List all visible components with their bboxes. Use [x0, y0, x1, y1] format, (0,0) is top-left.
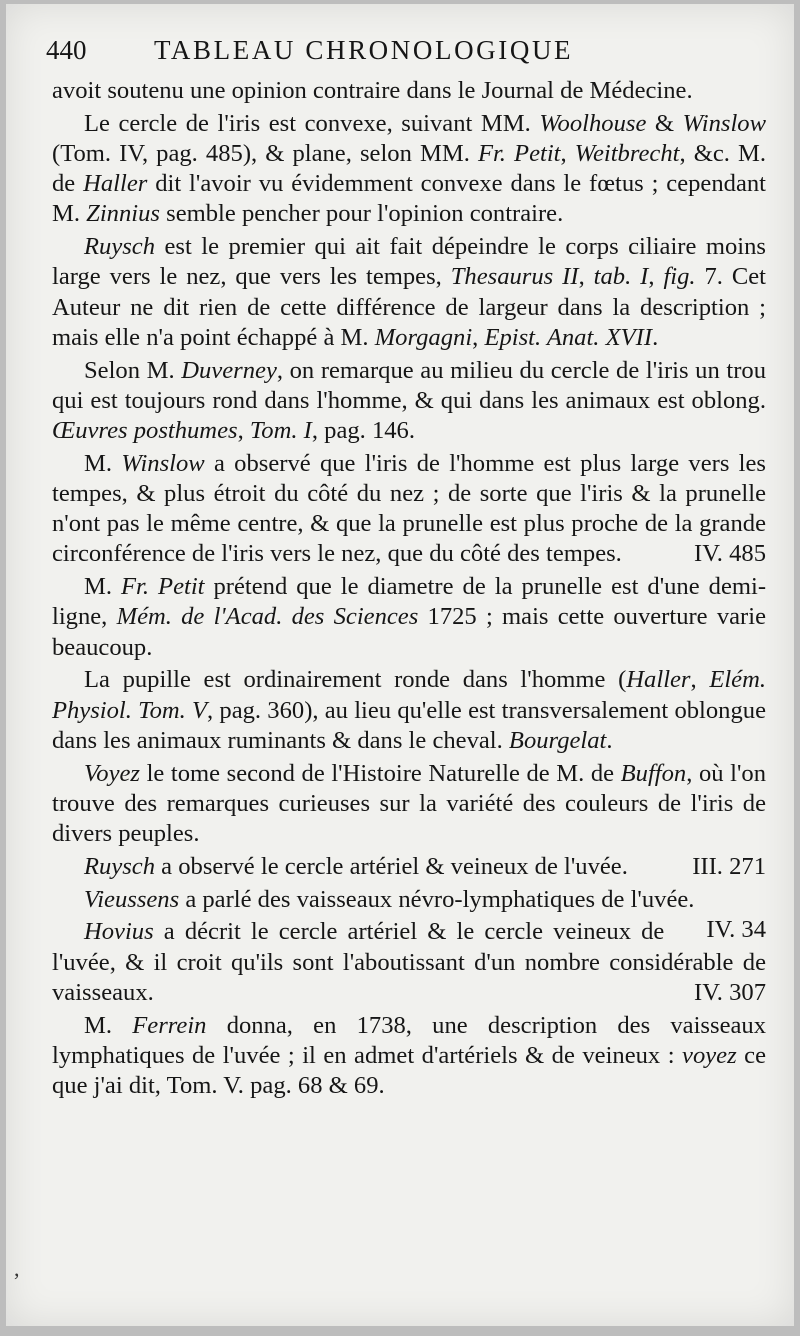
volume-page-reference: III. 271: [692, 852, 766, 880]
paragraph: [52, 76, 766, 106]
paragraph: [52, 665, 766, 756]
text-run: semble pencher pour l'opinion contraire.: [159, 200, 564, 228]
text-run: (Tom. IV, pag. 485), & plane, selon MM.: [52, 140, 478, 167]
text-run: ,: [648, 263, 664, 291]
text-run: a décrit le cercle artériel & le cercle veineux de l'uvée, & il croit qu'ils sont l'aboutissant d'un nombre considérable de vaisseaux.: [52, 918, 766, 1006]
italic-text: Buffon: [620, 759, 687, 787]
italic-text: XVII: [605, 323, 653, 351]
text-run: La pupille est ordinairement ronde dans l'homme (: [84, 666, 627, 694]
italic-text: Œuvres posthumes: [52, 417, 238, 445]
italic-text: Fr. Petit: [477, 140, 561, 167]
text-run: , pag. 360), au lieu qu'elle est transversalement oblongue dans les animaux ruminants & dans le cheval.: [52, 696, 766, 754]
text-body: [52, 76, 766, 1101]
volume-page-reference: IV. 34: [706, 915, 766, 943]
text-run: M.: [84, 449, 122, 477]
text-run: prétend que le diametre de la prunelle est d'une demi-ligne,: [52, 573, 767, 631]
running-title: TABLEAU CHRONOLOGIQUE: [154, 35, 574, 65]
margin-mark: ,: [14, 1256, 20, 1281]
italic-text: Morgagni: [374, 323, 473, 351]
italic-text: Vieussens: [84, 885, 180, 913]
text-run: M.: [84, 573, 122, 601]
text-run: , pag. 146.: [311, 417, 416, 445]
italic-text: tab.: [593, 263, 632, 291]
paragraph: [52, 449, 766, 570]
italic-text: Zinnius: [86, 200, 160, 228]
text-run: le tome second de l'Histoire Naturelle de M. de: [140, 759, 621, 787]
text-run: ,: [560, 140, 575, 167]
paragraph: [52, 917, 766, 1008]
text-run: , où l'on trouve des remarques curieuses sur la variété des couleurs de l'iris de divers peuples.: [52, 759, 766, 848]
italic-text: II: [562, 263, 579, 291]
italic-text: Elém. Physiol. Tom.: [52, 666, 766, 724]
italic-text: Ruysch: [84, 233, 156, 261]
text-run: &: [646, 109, 683, 137]
italic-text: Ferrein: [132, 1011, 207, 1039]
text-run: ,: [237, 417, 250, 445]
text-run: Selon M.: [84, 356, 182, 384]
paragraph: [52, 852, 766, 882]
text-run: est le premier qui ait fait dépeindre le corps ciliaire moins large vers le nez, que vers les tempes,: [52, 233, 766, 291]
italic-text: Winslow: [682, 109, 766, 137]
text-run: 7. Cet Auteur ne dit rien de cette différence de largeur dans la description ; mais elle n'a point échappé à M.: [52, 263, 767, 351]
italic-text: Bourgelat: [508, 726, 607, 754]
italic-text: Thesaurus: [450, 263, 554, 291]
text-run: dit l'avoir vu évidemment convexe dans le fœtus ; cependant M.: [52, 170, 766, 228]
italic-text: Winslow: [121, 449, 205, 477]
italic-text: Tom.: [249, 417, 298, 445]
italic-text: Duverney: [181, 356, 277, 384]
italic-text: Ruysch: [84, 852, 156, 880]
italic-text: Weitbrecht: [574, 140, 680, 167]
text-run: a parlé des vaisseaux névro-lymphatiques de l'uvée.: [179, 885, 695, 913]
page-header: [46, 30, 766, 70]
italic-text: Hovius: [84, 918, 154, 946]
text-run: avoit soutenu une opinion contraire dans le Journal de Médecine.: [52, 77, 693, 104]
text-run: , &c. M. de: [52, 140, 767, 198]
italic-text: voyez: [682, 1041, 737, 1069]
italic-text: V: [192, 696, 208, 724]
italic-text: Haller: [626, 666, 691, 694]
book-page: [6, 4, 794, 1326]
italic-text: Woolhouse: [539, 109, 647, 137]
italic-text: fig.: [663, 263, 696, 291]
paragraph: [52, 1011, 766, 1102]
text-run: Le cercle de l'iris est convexe, suivant MM.: [84, 109, 540, 137]
text-run: .: [652, 323, 659, 351]
text-run: 1725 ; mais cette ouverture varie beaucoup.: [52, 603, 766, 661]
italic-text: I: [640, 263, 649, 291]
text-run: [553, 263, 562, 290]
text-run: M.: [84, 1011, 133, 1039]
italic-text: Voyez: [84, 759, 140, 787]
text-run: a observé que l'iris de l'homme est plus large vers les tempes, & plus étroit du côté du nez ; de sorte que l'iris & la prunelle n'ont pas le même centre, & que la prunelle est plus proche de la grande circonférence de l'iris vers le nez, que du côté des tempes.: [52, 449, 767, 568]
paragraph: [52, 109, 766, 230]
text-run: ,: [578, 263, 594, 291]
text-run: [631, 263, 640, 290]
italic-text: Mém. de l'Acad. des Sciences: [116, 603, 419, 631]
text-run: ce que j'ai dit, Tom. V. pag. 68 & 69.: [52, 1041, 766, 1100]
volume-page-reference: IV. 485: [694, 540, 766, 568]
page-number: 440: [46, 35, 87, 65]
text-run: , on remarque au milieu du cercle de l'iris un trou qui est toujours rond dans l'homme, & qui dans les animaux est oblong.: [52, 356, 766, 414]
text-run: ,: [472, 323, 485, 351]
italic-text: Fr. Petit: [121, 573, 205, 601]
text-run: .: [606, 726, 613, 754]
text-run: a observé le cercle artériel & veineux de l'uvée.: [155, 852, 628, 880]
text-run: donna, en 1738, une description des vaisseaux lymphatiques de l'uvée ; il en admet d'artériels & de veineux :: [52, 1011, 766, 1069]
text-run: ,: [690, 666, 710, 694]
italic-text: I: [303, 417, 312, 445]
italic-text: Epist. Anat.: [484, 323, 600, 351]
paragraph: [52, 759, 766, 850]
paragraph: [52, 232, 766, 353]
paragraph: [52, 572, 766, 663]
italic-text: Haller: [83, 170, 148, 198]
paragraph: [52, 356, 766, 447]
volume-page-reference: IV. 307: [694, 978, 766, 1006]
